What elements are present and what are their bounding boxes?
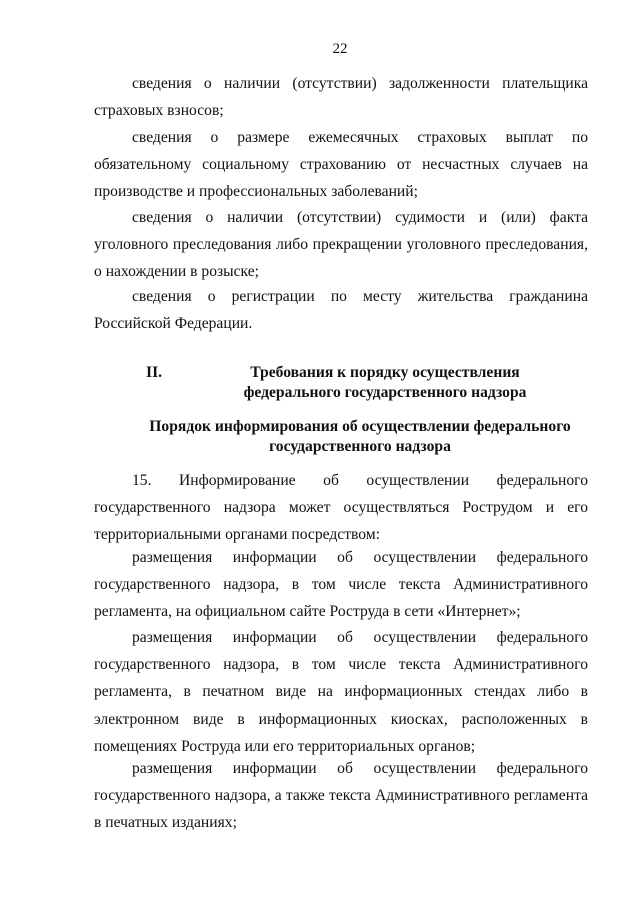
- paragraph-insurance-payments: сведения о размере ежемесячных страховых выплат по обязательному социальному страхованию от несчастных случаев на производстве и профессиональных заболеваний;: [94, 129, 588, 201]
- paragraph-item-15: 15. Информирование об осуществлении федерального государственного надзора может осуществляться Рострудом и его территориальными органами посредством:: [94, 472, 588, 544]
- section-title: Требования к порядку осуществления федерального государственного надзора: [243, 364, 527, 401]
- section-number: II.: [146, 364, 163, 381]
- page-number: 22: [332, 41, 348, 57]
- paragraph-criminal-record: сведения о наличии (отсутствии) судимости и (или) факта уголовного преследования либо прекращении уголовного преследования, о нахождении в розыске;: [94, 209, 588, 281]
- subsection-title: Порядок информирования об осуществлении федерального государственного надзора: [149, 418, 571, 455]
- paragraph-website-info: размещения информации об осуществлении федерального государственного надзора, в том числе текста Административного регламента, на официальном сайте Роструда в сети «Интернет»;: [94, 549, 588, 621]
- paragraph-registration: сведения о регистрации по месту жительства гражданина Российской Федерации.: [94, 288, 588, 333]
- paragraph-stands-info: размещения информации об осуществлении федерального государственного надзора, в том числе текста Административного регламента, в печатном виде на информационных стендах либо в электронном виде в информационных киосках, расположенных в помещениях Роструда или его территориальных органов;: [94, 629, 588, 755]
- paragraph-debt-info: сведения о наличии (отсутствии) задолженности плательщика страховых взносов;: [94, 75, 588, 120]
- paragraph-print-info: размещения информации об осуществлении федерального государственного надзора, а также текста Административного регламента в печатных изданиях;: [94, 760, 588, 832]
